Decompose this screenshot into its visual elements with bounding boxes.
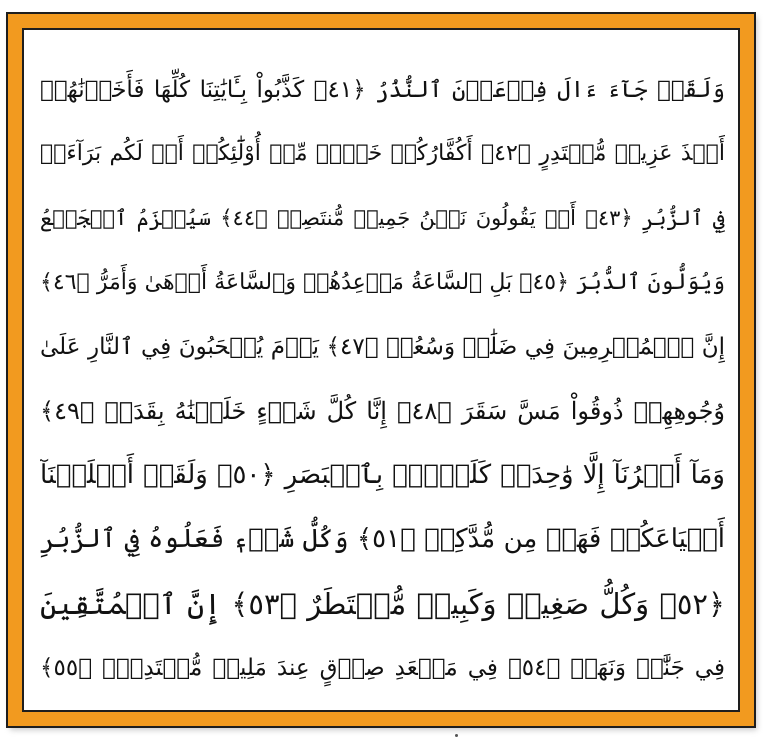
- text-line: وَلَقَدۡ جَآءَ ءَالَ فِرۡعَوۡنَ ٱلنُّذُرُ ﴿٤١﴾ كَذَّبُواْ بِـَٔايَٰتِنَا كُلِّهَا فَأَخَذۡنَٰهُمۡ: [40, 77, 725, 103]
- verse-text-block: [40, 58, 725, 698]
- text-line: إِنَّ ٱلۡمُجۡرِمِينَ فِي ضَلَٰلٖ وَسُعُرٖ ﴿٤٧﴾ يَوۡمَ يُسۡحَبُونَ فِي ٱلنَّارِ عَلَىٰ: [40, 333, 725, 360]
- text-line: وَيُوَلُّونَ ٱلدُّبُرَ ﴿٤٥﴾ بَلِ ٱلسَّاعَةُ مَوۡعِدُهُمۡ وَٱلسَّاعَةُ أَدۡهَىٰ وَأَمَرُّ ﴿٤٦﴾: [40, 269, 725, 295]
- text-line: وَمَآ أَمۡرُنَآ إِلَّا وَٰحِدَةٞ كَلَمۡحِۭ بِٱلۡبَصَرِ ﴿٥٠﴾ وَلَقَدۡ أَهۡلَكۡنَآ: [40, 460, 725, 491]
- text-line: وُجُوهِهِمۡ ذُوقُواْ مَسَّ سَقَرَ ﴿٤٨﴾ إِنَّا كُلَّ شَيۡءٍ خَلَقۡنَٰهُ بِقَدَرٖ ﴿٤٩﴾: [40, 396, 725, 425]
- text-line: أَشۡيَاعَكُمۡ فَهَلۡ مِن مُّدَّكِرٖ ﴿٥١﴾ وَكُلُّ شَيۡءٖ فَعَلُوهُ فِي ٱلزُّبُرِ: [40, 524, 725, 555]
- text-line: فِي جَنَّٰتٖ وَنَهَرٖ ﴿٥٤﴾ فِي مَقۡعَدِ صِدۡقٍ عِندَ مَلِيكٖ مُّقۡتَدِرِۭ ﴿٥٥﴾: [40, 654, 725, 681]
- text-line: ﴿٥٢﴾ وَكُلُّ صَغِيرٖ وَكَبِيرٖ مُّسۡتَطَرٌ ﴿٥٣﴾ إِنَّ ٱلۡمُتَّقِينَ: [40, 586, 725, 621]
- page-marker-dot: [455, 734, 458, 737]
- text-line: أَخۡذَ عَزِيزٖ مُّقۡتَدِرٍ ﴿٤٢﴾ أَكُفَّارُكُمۡ خَيۡرٞ مِّنۡ أُوْلَٰٓئِكُمۡ أَمۡ لَكُم بَرَآءَةٞ: [40, 141, 725, 167]
- text-line: فِي ٱلزُّبُرِ ﴿٤٣﴾ أَمۡ يَقُولُونَ نَحۡنُ جَمِيعٞ مُّنتَصِرٞ ﴿٤٤﴾ سَيُهۡزَمُ ٱلۡجَمۡعُ: [40, 206, 725, 231]
